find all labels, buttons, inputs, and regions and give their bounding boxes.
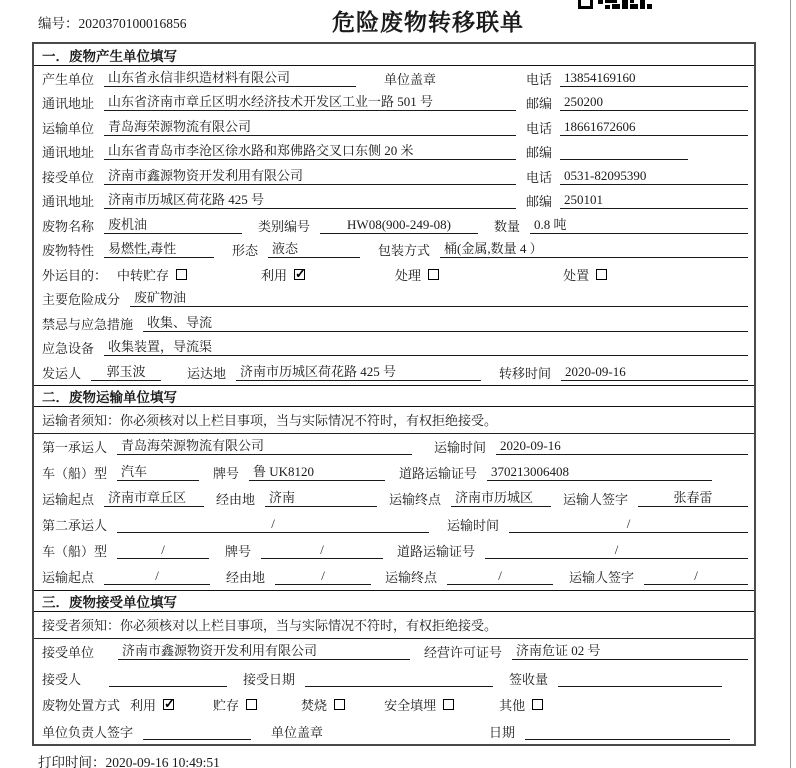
checkbox-disposal-other [532,699,543,710]
vehicle1-label: 车（船）型 [42,466,108,481]
hazard-value: 废矿物油 [130,290,748,307]
amount-value [558,670,722,687]
sign2-value: / [644,568,748,585]
end2-value: / [447,568,553,585]
carrier1-label: 第一承运人 [42,440,108,455]
plate2-value: / [261,542,383,559]
zip3-value: 250101 [560,192,748,209]
row-accept-unit [34,639,754,666]
row-receiver-address [34,189,754,214]
via1-value: 济南 [265,490,377,507]
phone3-value: 0531-82095390 [560,168,748,185]
producer-value: 山东省永信非织造材料有限公司 [104,70,356,87]
waste-name-value: 废机油 [104,217,242,234]
transfer-time-label: 转移时间 [499,365,552,381]
carrier2-value: / [117,516,429,533]
form-value: 液态 [268,241,360,258]
row-hazard-component [34,287,754,312]
row-vehicle2 [34,538,754,564]
row-signatures [34,718,754,745]
origin2-value: / [104,568,210,585]
equipment-label: 应急设备 [42,341,95,357]
plate1-label: 牌号 [213,466,240,481]
permit2-value: / [485,542,748,559]
packing-label: 包装方式 [378,243,431,259]
page-title: 危险废物转移联单 [332,10,524,35]
character-label: 废物特性 [42,243,95,259]
disposal-option-other [499,695,543,714]
row-taboo-measures [34,311,754,336]
purpose-option-utilize [261,265,305,284]
via2-label: 经由地 [226,570,266,585]
manifest-form [32,42,756,746]
disposal-option-label: 利用 [130,698,157,714]
zip2-value [560,143,688,160]
row-emergency-equipment [34,336,754,361]
row-carrier2 [34,512,754,538]
disposal-label: 废物处置方式 [42,698,121,714]
row-disposal [34,692,754,719]
origin2-label: 运输起点 [42,570,95,585]
disposal-option-storage [213,695,257,714]
zip1-value: 250200 [560,94,748,111]
time1-label: 运输时间 [434,440,487,455]
permit1-value: 370213006408 [487,464,712,481]
unit-seal-label: 单位盖章 [271,724,324,740]
end1-value: 济南市历城区 [451,490,551,507]
doc-number [38,12,187,32]
disposal-option-landfill [384,695,454,714]
checkbox-utilize [294,269,305,280]
dest-label: 运达地 [187,365,227,381]
row-shipper [34,360,754,385]
checkbox-disposal-incinerate [334,699,345,710]
checkbox-disposal-landfill [443,699,454,710]
shipper-value: 郭玉波 [91,364,161,381]
hazard-label: 主要危险成分 [42,292,121,308]
page-edge-line [790,0,791,768]
category-label: 类别编号 [258,218,311,234]
section2-header: 二．废物运输单位填写 [34,385,754,407]
row-receiver [34,164,754,189]
plate2-label: 牌号 [225,544,252,559]
disposal-option-label: 安全填埋 [384,698,437,714]
sign1-label: 运输人签字 [563,492,629,507]
disposal-option-label: 焚烧 [301,698,328,714]
license-value: 济南危证 02 号 [512,643,748,660]
carrier2-label: 第二承运人 [42,518,108,533]
row-purpose [34,262,754,287]
zip2-label: 邮编 [526,145,553,161]
waste-name-label: 废物名称 [42,218,95,234]
responsible-sign-value [143,723,251,740]
transporter-label: 运输单位 [42,120,95,136]
phone2-label: 电话 [526,120,553,136]
qr-code-fragment-icon [578,0,652,9]
purpose-option-label: 利用 [261,267,288,283]
accept-unit-value: 济南市鑫源物资开发利用有限公司 [118,643,410,660]
receiver-value: 济南市鑫源物资开发利用有限公司 [104,168,516,185]
checkbox-dispose [596,269,607,280]
addr2-label: 通讯地址 [42,145,95,161]
carrier1-value: 青岛海荣源物流有限公司 [117,438,412,455]
accept-unit-label: 接受单位 [42,645,95,661]
phone3-label: 电话 [526,169,553,185]
sign1-value: 张春雷 [638,490,748,507]
taboo-label: 禁忌与应急措施 [42,316,134,332]
disposal-option-label: 贮存 [213,698,240,714]
accept-date-value [305,670,493,687]
origin1-label: 运输起点 [42,492,95,507]
purpose-label: 外运目的： [42,267,108,283]
section2-note: 运输者须知：你必须核对以上栏目事项，当与实际情况不符时，有权拒绝接受。 [34,407,754,434]
print-time [38,751,220,768]
purpose-option-label: 处理 [395,267,422,283]
addr1-value: 山东省济南市章丘区明水经济技术开发区工业一路 501 号 [104,94,516,111]
doc-number-value: 2020370100016856 [78,16,187,31]
purpose-option-transfer-storage [117,265,187,284]
sign2-label: 运输人签字 [569,570,635,585]
addr1-label: 通讯地址 [42,96,95,112]
vehicle2-label: 车（船）型 [42,544,108,559]
equipment-value: 收集装置，导流渠 [104,339,748,356]
accept-date-label: 接受日期 [243,671,296,687]
permit2-label: 道路运输证号 [397,544,476,559]
vehicle2-value: / [117,542,209,559]
receiver-label: 接受单位 [42,169,95,185]
plate1-value: 鲁 UK8120 [249,464,385,481]
row-producer-address [34,91,754,116]
disposal-option-incinerate [301,695,345,714]
addr2-value: 山东省青岛市李沧区徐水路和郑佛路交叉口东侧 20 米 [104,143,516,160]
responsible-sign-label: 单位负责人签字 [42,724,134,740]
phone1-group [526,69,748,88]
accepter-value [109,670,227,687]
doc-number-label: 编号： [38,16,79,31]
packing-value: 桶(金属,数量 4 ） [440,241,748,258]
purpose-option-label: 处置 [563,267,590,283]
transporter-value: 青岛海荣源物流有限公司 [104,119,516,136]
vehicle1-value: 汽车 [117,464,199,481]
row-producer [34,66,754,91]
addr3-value: 济南市历城区荷花路 425 号 [104,192,516,209]
row-waste-character [34,238,754,263]
zip3-label: 邮编 [526,194,553,210]
phone1-value: 13854169160 [560,70,748,87]
checkbox-transfer-storage [176,269,187,280]
time2-value: / [509,516,748,533]
zip1-group [526,93,748,112]
addr3-label: 通讯地址 [42,194,95,210]
zip3-group [526,191,748,210]
amount-label: 签收量 [509,671,549,687]
permit1-label: 道路运输证号 [399,466,478,481]
category-value: HW08(900-249-08) [320,217,478,234]
dest-value: 济南市历城区荷花路 425 号 [236,364,481,381]
row-transporter [34,115,754,140]
date-label: 日期 [488,724,515,740]
origin1-value: 济南市章丘区 [104,490,204,507]
row-accepter [34,665,754,692]
transfer-time-value: 2020-09-16 [561,364,748,381]
row-vehicle1 [34,460,754,486]
phone2-group [526,118,748,137]
checkbox-disposal-storage [246,699,257,710]
checkbox-disposal-utilize [163,699,174,710]
quantity-value: 0.8 吨 [530,217,748,234]
via2-value: / [275,568,371,585]
print-time-label: 打印时间： [38,755,106,768]
section3-note: 接受者须知：你必须核对以上栏目事项，当与实际情况不符时，有权拒绝接受。 [34,612,754,639]
taboo-value: 收集、导流 [143,315,748,332]
license-label: 经营许可证号 [424,645,503,661]
accepter-label: 接受人 [42,671,82,687]
time1-value: 2020-09-16 [496,438,748,455]
disposal-option-label: 其他 [499,698,526,714]
seal-label: 单位盖章 [384,71,437,87]
section3-header: 三．废物接受单位填写 [34,590,754,612]
checkbox-treat [428,269,439,280]
date-value [525,723,730,740]
end1-label: 运输终点 [389,492,442,507]
disposal-option-utilize [130,695,174,714]
phone2-value: 18661672606 [560,119,748,136]
row-waste-name [34,213,754,238]
purpose-option-dispose [563,265,607,284]
section1-header: 一．废物产生单位填写 [34,44,754,66]
character-value: 易燃性,毒性 [104,241,214,258]
form-label: 形态 [232,243,259,259]
row-carrier1 [34,434,754,460]
row-transporter-address [34,140,754,165]
producer-label: 产生单位 [42,71,95,87]
purpose-option-treat [395,265,439,284]
quantity-label: 数量 [494,218,521,234]
via1-label: 经由地 [216,492,256,507]
phone3-group [526,167,748,186]
print-time-value: 2020-09-16 10:49:51 [105,755,220,768]
end2-label: 运输终点 [385,570,438,585]
row-route2 [34,564,754,590]
purpose-option-label: 中转贮存 [117,267,170,283]
phone1-label: 电话 [526,71,553,87]
row-route1 [34,486,754,512]
zip1-label: 邮编 [526,96,553,112]
time2-label: 运输时间 [447,518,500,533]
zip2-group [526,142,748,161]
shipper-label: 发运人 [42,365,82,381]
